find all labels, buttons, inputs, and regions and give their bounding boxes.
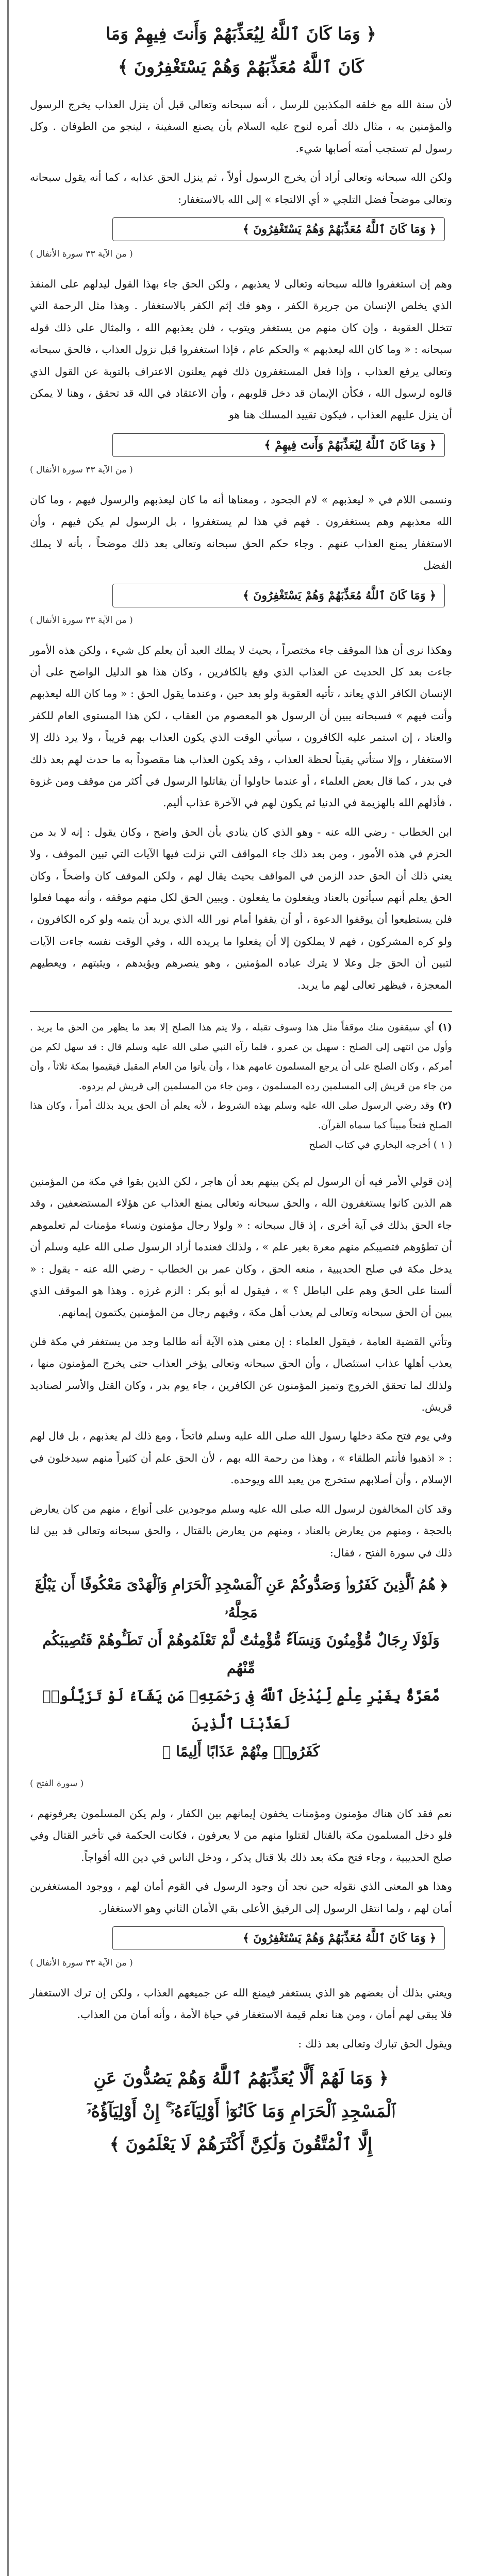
fath-verse-line-1: ﴿ هُمُ ٱلَّذِينَ كَفَرُوا۟ وَصَدُّوكُمْ عَنِ ٱلْمَسْجِدِ ٱلْحَرَامِ وَٱلْهَدْىَ مَعْكُوفًا أَن يَبْلُغَ مَحِلَّهُۥ bbox=[35, 1575, 447, 1621]
paragraph-11: نعم فقد كان هناك مؤمنون ومؤمنات يخفون إيمانهم بين الكفار ، ولم يكن المسلمون يعرفونهم ، فلو دخل المسلمون مكة بالقتال لقتلوا منهم من لا يعرفون ، فكانت الحكمة في تأخير القتال وفي صلح الحديبية ، وجاء فتح مكة بعد ذلك بلا قتال يذكر ، ودخل الناس في دين الله أفواجاً. bbox=[30, 1807, 452, 1863]
paragraph-8: وتأتي القضية العامة ، فيقول العلماء : إن معنى هذه الآية أنه طالما وجد من يستغفر في مكة فلن يعذب أهلها عذاب استئصال ، وأن الحق سبحانه وتعالى يؤخر العذاب حتى يخرج المؤمنون منها ، ولذلك لما تحقق الخروج وتميز المؤمنون عن الكافرين ، جاء يوم بدر ، وكان القتل والأسر لصناديد قريش. bbox=[30, 1335, 452, 1414]
closing-verse-line-3: إِلَّا ٱلْمُتَّقُونَ وَلَٰكِنَّ أَكْثَرَهُمْ لَا يَعْلَمُونَ ﴾ bbox=[109, 2134, 373, 2155]
verse-reference-4: ( سورة الفتح ) bbox=[30, 1778, 84, 1789]
paragraph-6: ابن الخطاب - رضي الله عنه - وهو الذي كان ينادي بأن الحق واضح ، وكان يقول : إنه لا بد من الحزم في هذه الأمور ، ومن بعد ذلك جاء المواقف التي نزلت فيها الآيات التي تبين الموقف ، ولا يعني ذلك أن الحق حدد الزمن في المواقف بحيث يقال لهم ، ولكن الموقف كان واضحاً ، وكان الحق يعلم أنهم سيأتون بالعناد ويفعلون ما يفعلون . ويبين الحق لكل منهم موقفه ، وأنه مهما فعلوا فلن يستطيعوا أن يوقفوا الدعوة ، أو أن يقفوا أمام نور الله الذي يريد أن يتمه ولو كره الكافرون ، ولو كره المشركون ، فهم لا يملكون إلا أن يفعلوا ما يريده الله ، وفي الوقت نفسه جاءت الآيات لتبين أن الحق جل وعلا لا يترك عباده المؤمنين ، وهو ينصرهم ويؤيدهم ، ويثبتهم ، ويعطيهم المعجزة ، فيظهر تعالى لهم ما يريد. bbox=[30, 825, 452, 991]
verse-reference-3: ( من الآية ٣٣ سورة الأنفال ) bbox=[30, 615, 133, 625]
paragraph-3: وهم إن استغفروا فالله سبحانه وتعالى لا يعذبهم ، ولكن الحق جاء بهذا القول ليدلهم على المنفذ الذي يخلص الإنسان من جريرة الكفر ، وهو فك إثم الكفر بالاستغفار . وهذا مثل الرحمة التي تتخلل العقوبة ، وإن كان منهم من يستغفر ويتوب ، فلن يعذبهم الله ، والمثال على ذلك قوله سبحانه : « وما كان الله ليعذبهم » والحكم عام ، فإذا استغفروا قبل نزول العذاب ، فالحق سبحانه وتعالى يرفع العذاب ، وإذا فعل المستغفرون ذلك فهم يعلنون الاعتراف بالتوبة عن القول الذي قالوه لرسول الله ، فكأن الإيمان قد دخل قلوبهم ، وأن الاعتقاد في الله قد تحقق ، وهنا لا يمكن أن ينزل عليهم العذاب ، فيكون تقييد المسلك هنا هو bbox=[30, 278, 452, 421]
paragraph-10: وقد كان المخالفون لرسول الله صلى الله عليه وسلم موجودين على أنواع ، منهم من كان يعارض بالحجة ، ومنهم من يعارض بالعناد ، ومنهم من يعارض بالقتال ، والحق سبحانه وتعالى قد بين لنا ذلك في سورة الفتح ، فقال: bbox=[30, 1502, 452, 1559]
paragraph-4: ونسمى اللام في « ليعذبهم » لام الجحود ، ومعناها أنه ما كان ليعذبهم والرسول فيهم ، وما كان الله معذبهم وهم يستغفرون . فهم في هذا لم يستغفروا ، بل الرسول لم يكن فيهم ، وأن الاستغفار يمنع العذاب عنهم . وجاء حكم الحق سبحانه وتعالى بعد ذلك موضحاً ، بأنه لا يملك الفضل bbox=[30, 493, 452, 572]
page-edge bbox=[7, 0, 9, 2576]
fath-verse-line-2: وَلَوْلَا رِجَالٌ مُّؤْمِنُونَ وَنِسَآءٌ مُّؤْمِنَٰتٌ لَّمْ تَعْلَمُوهُمْ أَن تَطَـُٔوهُمْ فَتُصِيبَكُم مِّنْهُم bbox=[42, 1631, 440, 1676]
footnote-1 bbox=[30, 1018, 452, 1096]
opening-verse bbox=[30, 18, 452, 83]
paragraph-7: إذن قولي الأمر فيه أن الرسول لم يكن بينهم بعد أن هاجر ، لكن الذين بقوا في مكة من المؤمنين هم الذين كانوا يستغفرون الله ، والحق سبحانه وتعالى يمنع العذاب عن هؤلاء المستضعفين ، وقد جاء الحق بذلك في آية أخرى ، إذ قال سبحانه : « ولولا رجال مؤمنون ونساء مؤمنات لم تعلموهم أن تطؤوهم فتصيبكم منهم معرة بغير علم » ، ولذلك فعندما أراد الرسول صلى الله عليه وسلم أن يدخل مكة في صلح الحديبية ، منعه الحق ، وكان عمر بن الخطاب - رضي الله عنه - يقول : « ألسنا على الحق وهم على الباطل ؟ » ، فيقول له أبو بكر : الزم غرزه . وهذا هو الموقف الذي يبين أن الحق سبحانه وتعالى لم يعذب أهل مكة ، وفيهم رجال من المؤمنين يكتمون إيمانهم. bbox=[30, 1175, 452, 1319]
paragraph-5: وهكذا نرى أن هذا الموقف جاء مختصراً ، بحيث لا يملك العبد أن يعلم كل شيء ، ولكن هذه الأمور جاءت بعد كل الحديث عن العذاب الذي وقع بالكافرين ، وكان هذا هو الدليل الواضح على أن الإنسان الكافر الذي يعاند ، تأتيه العقوبة ولو بعد حين ، وعندما يقول الحق : « وما كان الله ليعذبهم وأنت فيهم » فسبحانه يبين أن الرسول هو المعصوم من العقاب ، لكن هذا المستوى العام للكفر والعناد ، إن استمر عليه الكافرون ، سيأتي الوقت الذي يكون العذاب بهم قريباً ، ولا يرد ذلك إلا الاستغفار ، وإلا ستأتي يقيناً لحظة العذاب ، وقد يكون العذاب هنا مقصوداً به ما حدث لهم بعد ذلك في بدر ، كما قال بعض العلماء ، أو عندما حاولوا أن يقاتلوا الرسول في أكثر من موقف ومن غزوة ، فأذلهم الله بالهزيمة في الدنيا ثم يكون لهم في الآخرة عذاب أليم. bbox=[30, 643, 452, 809]
fath-verse bbox=[30, 1571, 452, 1766]
framed-verse: ﴿ وَمَا كَانَ ٱللَّهُ مُعَذِّبَهُمْ وَهُمْ يَسْتَغْفِرُونَ ﴾ bbox=[112, 217, 445, 241]
footnote-1-number: (١) bbox=[438, 1022, 452, 1033]
paragraph-2: ولكن الله سبحانه وتعالى أراد أن يخرج الرسول أولاً ، ثم ينزل الحق عذابه ، كما أنه يقول سبحانه وتعالى موضحاً فضل التلجي « أي الالتجاء » إلى الله بالاستغفار: bbox=[30, 171, 452, 206]
verse-reference-1: ( من الآية ٣٣ سورة الأنفال ) bbox=[30, 249, 133, 260]
closing-verse bbox=[30, 2062, 452, 2161]
closing-verse-line-1: ﴿ وَمَا لَهُمْ أَلَّا يُعَذِّبَهُمُ ٱللَّهُ وَهُمْ يَصُدُّونَ عَنِ bbox=[93, 2068, 389, 2089]
paragraph-9: وفي يوم فتح مكة دخلها رسول الله صلى الله عليه وسلم فاتحاً ، ومع ذلك لم يعذبهم ، بل قال لهم : « اذهبوا فأنتم الطلقاء » ، وهذا من رحمة الله بهم ، لأن الحق علم أن كثيراً منهم سيدخلون في الإسلام ، وأن أصلابهم ستخرج من يعبد الله ويوحده. bbox=[30, 1430, 452, 1486]
opening-verse-line-1: ﴿ وَمَا كَانَ ٱللَّهُ لِيُعَذِّبَهُمْ وَأَنتَ فِيهِمْ وَمَا bbox=[106, 24, 376, 44]
opening-verse-line-2: كَانَ ٱللَّهُ مُعَذِّبَهُمْ وَهُمْ يَسْتَغْفِرُونَ ﴾ bbox=[118, 57, 364, 77]
verse-reference-2: ( من الآية ٣٣ سورة الأنفال ) bbox=[30, 464, 133, 475]
fath-verse-line-3: مَّعَرَّةٌۢ بِغَيْرِ عِلْمٍ لِّيُدْخِلَ ٱللَّهُ فِى رَحْمَتِهِۦ مَن يَشَآءُ لَوْ تَزَيَّلُوا۟ لَعَذَّبْنَا ٱلَّذِينَ bbox=[42, 1687, 440, 1732]
paragraph-12: وهذا هو المعنى الذي نقوله حين نجد أن وجود الرسول في القوم أمان لهم ، ووجود المستغفرين أمان لهم ، ولما انتقل الرسول إلى الرفيق الأعلى بقي الأمان الثاني وهو الاستغفار. bbox=[30, 1880, 452, 1914]
paragraph-1: لأن سنة الله مع خلقه المكذبين للرسل ، أنه سبحانه وتعالى قبل أن ينزل العذاب يخرج الرسول والمؤمنين به ، مثال ذلك أمره لنوح عليه السلام بأن يصنع السفينة ، لينجو من الطوفان . وكل رسول لم تستجب أمته أصابها شيء. bbox=[30, 98, 452, 155]
footnotes bbox=[30, 1011, 452, 1155]
framed-verse-2: ﴿ وَمَا كَانَ ٱللَّهُ لِيُعَذِّبَهُمْ وَأَنتَ فِيهِمْ ﴾ bbox=[112, 433, 445, 457]
verse-reference-5: ( من الآية ٣٣ سورة الأنفال ) bbox=[30, 1957, 133, 1968]
fath-verse-line-4: كَفَرُوا۟ مِنْهُمْ عَذَابًا أَلِيمًا ﴾ bbox=[162, 1742, 320, 1760]
framed-verse-4: ﴿ وَمَا كَانَ ٱللَّهُ مُعَذِّبَهُمْ وَهُمْ يَسْتَغْفِرُونَ ﴾ bbox=[112, 1926, 445, 1950]
paragraph-13: ويعني بذلك أن بعضهم هو الذي يستغفر فيمنع الله عن جميعهم العذاب ، ولكن إن ترك الاستغفار فلا يبقى لهم أمان ، ومن هنا نعلم قيمة الاستغفار في حياة الأمة ، وأنه أمان من العذاب. bbox=[30, 1986, 452, 2021]
framed-verse-3: ﴿ وَمَا كَانَ ٱللَّهُ مُعَذِّبَهُمْ وَهُمْ يَسْتَغْفِرُونَ ﴾ bbox=[112, 584, 445, 607]
footnote-2 bbox=[30, 1096, 452, 1136]
footnote-2-text: وقد رضي الرسول صلى الله عليه وسلم بهذه الشروط ، لأنه يعلم أن الحق يريد بذلك أمراً ، وكان هذا الصلح فتحاً مبيناً كما سماه القرآن. bbox=[30, 1100, 452, 1131]
footnote-1-text: أي سيقفون منك موقفاً مثل هذا وسوف تقبله ، ولا يتم هذا الصلح إلا بعد ما يظهر من الحق ما يريد . وأول من انتهى إلى الصلح : سهيل بن عمرو ، فلما رآه النبي صلى الله عليه وسلم قال : قد سهل لكم من أمركم ، وكان الصلح على أن يرجع المسلمون عامهم هذا ، وأن يأتوا من العام المقبل فيقيموا بمكة ثلاثاً ، وأن من جاء من قريش إلى المسلمين رده المسلمون ، ومن جاء من المسلمين إلى قريش لم يردوه. bbox=[30, 1022, 452, 1092]
footnote-2-number: (٢) bbox=[438, 1100, 452, 1111]
footnote-3: ( ١ ) أخرجه البخاري في كتاب الصلح bbox=[309, 1140, 452, 1150]
paragraph-14: ويقول الحق تبارك وتعالى بعد ذلك : bbox=[298, 2037, 452, 2050]
closing-verse-line-2: ٱلْمَسْجِدِ ٱلْحَرَامِ وَمَا كَانُوٓا۟ أَوْلِيَآءَهُۥٓ ۚ إِنْ أَوْلِيَآؤُهُۥٓ bbox=[87, 2101, 395, 2122]
